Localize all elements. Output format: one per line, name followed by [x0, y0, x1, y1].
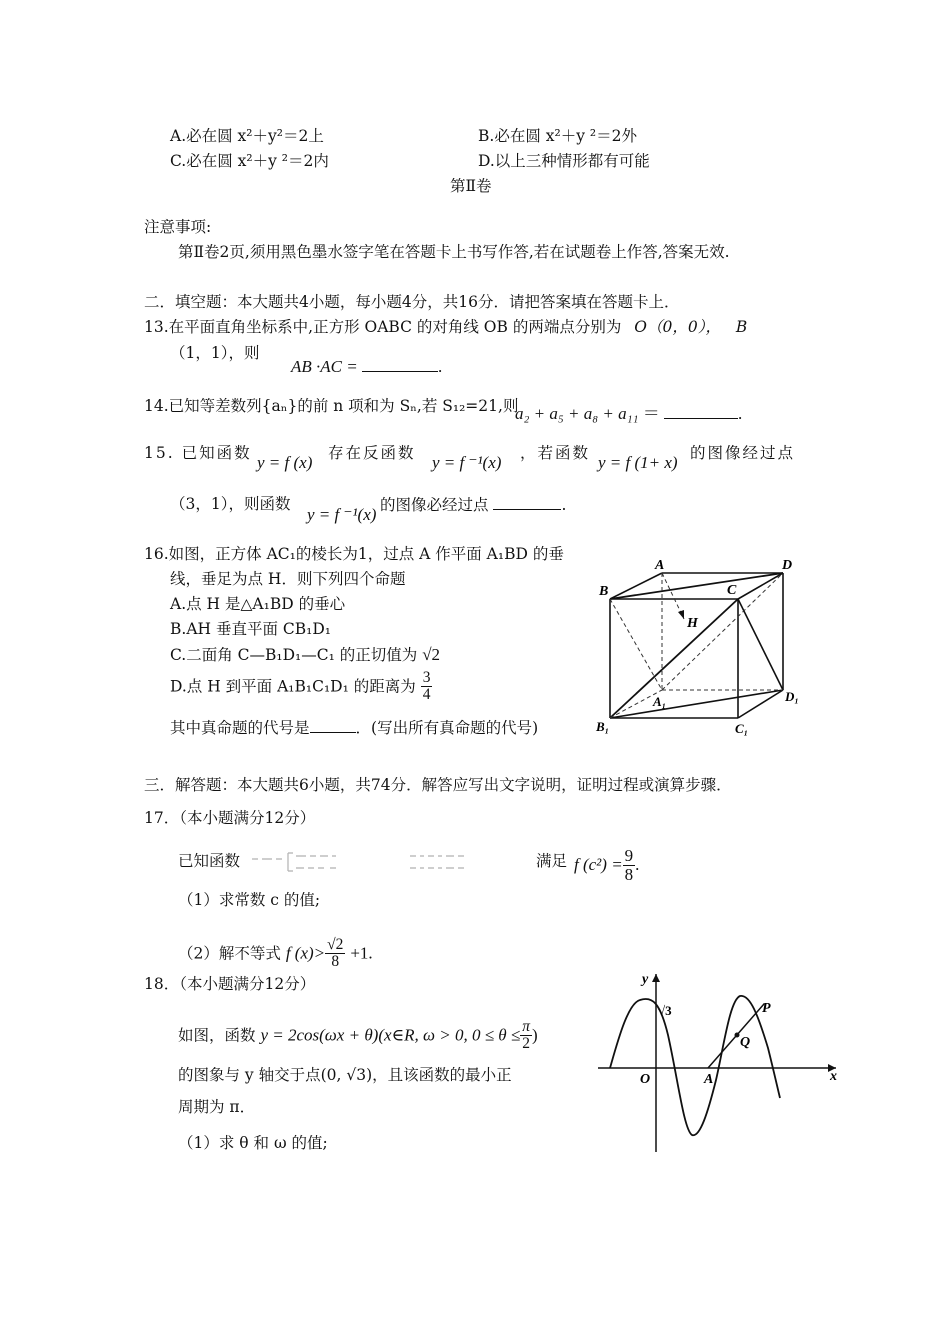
- label-a1: A₁: [653, 694, 667, 709]
- cosine-graph: [594, 965, 844, 1155]
- point-q: [735, 1033, 740, 1038]
- q16-option-d: [170, 670, 432, 704]
- q18-title: 18．（本小题满分12分）: [144, 975, 316, 993]
- q18-part1: （1）求 θ 和 ω 的值;: [178, 1134, 328, 1152]
- q12-option-a: A.必在圆 x²＋y²＝2上: [170, 127, 324, 145]
- label-a: A: [704, 1072, 714, 1087]
- q15-line2b: 的图像必经过点 .: [380, 496, 567, 514]
- q18-line2: 的图象与 y 轴交于点(0, √3)，且该函数的最小正: [178, 1066, 512, 1084]
- label-sqrt3: √3: [658, 1003, 672, 1018]
- q15-line2b-text: 的图像必经过点: [380, 496, 489, 514]
- q17-ineq-tail: +1.: [350, 943, 373, 963]
- q17-condition-f: f (c²) =: [574, 855, 623, 875]
- label-c: C: [727, 583, 737, 598]
- label-h: H: [687, 616, 698, 631]
- q13-point-b: B: [735, 318, 748, 336]
- q15-func1: y = f (x): [257, 453, 313, 472]
- q16-tail: [170, 718, 538, 738]
- q16-tail-a: 其中真命题的代号是: [170, 719, 310, 737]
- diag-cd1: [738, 599, 783, 690]
- q17-part1: （1）求常数 c 的值;: [178, 891, 321, 909]
- q18-pi-half: [520, 1019, 532, 1053]
- cube-figure: [590, 550, 805, 745]
- q16-line2: 线，垂足为点 H．则下列四个命题: [170, 570, 406, 588]
- q16-option-a: A.点 H 是△A₁BD 的垂心: [170, 595, 346, 613]
- q15-func2: y = f ⁻¹(x): [432, 453, 502, 472]
- q17-piecewise-blur: [250, 847, 495, 877]
- q17-title: 17．（本小题满分12分）: [144, 809, 316, 827]
- q18-function: y = 2cos(ωx + θ)(x∈R, ω > 0, 0 ≤ θ ≤: [260, 1025, 521, 1045]
- cos-curve: [610, 996, 780, 1135]
- notice-heading: 注意事项:: [144, 218, 212, 236]
- hidden-a1d: [662, 573, 783, 690]
- q17-cond-numerator: 9: [624, 846, 634, 865]
- q17-ineq-fraction: [325, 937, 345, 971]
- q18-pi: π: [522, 1018, 530, 1035]
- q16-d-numerator: 3: [422, 669, 431, 686]
- y-arrow: [652, 974, 660, 982]
- q18-line1: 如图，函数 y = 2cos(ωx + θ)(x∈R, ω > 0, 0 ≤ θ ≤ $\frac{\pi}{2}$ ): [178, 1018, 538, 1053]
- q13-line1: [144, 318, 747, 337]
- q17-cond-denominator: 8: [624, 864, 634, 884]
- q15-mid2: ，若函数: [520, 444, 591, 462]
- q17-ineq-f: f (x)>: [285, 943, 326, 963]
- q12-option-d: D.以上三种情形都有可能: [478, 152, 650, 170]
- q16-tail-b: ．(写出所有真命题的代号): [355, 719, 539, 737]
- q16-option-d-fraction: [421, 670, 433, 704]
- q13-answer-blank[interactable]: [362, 357, 438, 372]
- q13-text: 13.在平面直角坐标系中,正方形 OABC 的对角线 OB 的两端点分别为: [144, 318, 622, 336]
- arrowhead-h: [678, 610, 684, 619]
- q15-prefix: 15. 已知函数: [144, 444, 252, 462]
- q14-answer-blank[interactable]: [664, 404, 738, 419]
- q17-condition-text: 满足: [536, 852, 568, 870]
- q12-option-c: C.必在圆 x²＋y ²＝2内: [170, 152, 329, 170]
- label-y: y: [642, 972, 649, 987]
- q18-two: 2: [522, 1035, 530, 1053]
- q16-option-d-text: D.点 H 到平面 A₁B₁C₁D₁ 的距离为: [170, 677, 416, 696]
- q16-option-c-value: √2: [422, 645, 441, 664]
- q17-ineq-denominator: 8: [331, 953, 340, 971]
- q18-line1-text: 如图，函数: [178, 1026, 256, 1045]
- q16-line1: 16.如图，正方体 AC₁的棱长为1，过点 A 作平面 A₁BD 的垂: [144, 545, 564, 563]
- label-q: Q: [740, 1035, 751, 1050]
- q16-option-b: B.AH 垂直平面 CB₁D₁: [170, 620, 331, 638]
- q17-condition: f (c²) = $\frac{9}{8}$ .: [574, 846, 640, 884]
- q15-func4: y = f ⁻¹(x): [307, 505, 377, 524]
- label-a: A: [655, 558, 665, 573]
- part2-title: 第Ⅱ卷: [450, 177, 492, 195]
- label-d: D: [782, 558, 793, 573]
- q14-sum: a₂ + a₅ + a₈ + a₁₁: [515, 404, 639, 423]
- q12-option-b: B.必在圆 x²＋y ²＝2外: [478, 127, 637, 145]
- q15-func3: y = f (1+ x): [598, 453, 678, 472]
- q13-line2: （1，1），则: [170, 344, 260, 362]
- q16-answer-blank[interactable]: [310, 718, 356, 733]
- q13-expression: AB ·AC = .: [291, 357, 443, 376]
- notice-body: 第Ⅱ卷2页,须用黑色墨水签字笔在答题卡上书写作答,若在试题卷上作答,答案无效.: [178, 243, 730, 261]
- label-b: B: [599, 584, 609, 599]
- q16-d-denominator: 4: [422, 686, 431, 704]
- q17-part2: [178, 937, 373, 971]
- label-x: x: [830, 1069, 837, 1084]
- q15-mid1: 存在反函数: [328, 444, 416, 462]
- label-p: P: [762, 1001, 771, 1016]
- label-d1: D₁: [785, 689, 799, 704]
- q17-ineq-numerator: √2: [327, 936, 344, 953]
- label-c1: C₁: [735, 721, 749, 736]
- q16-option-c: [170, 645, 440, 665]
- q15-line2a: （3，1），则函数: [170, 495, 291, 513]
- q14-equals: ＝: [642, 404, 660, 423]
- q17-condition-fraction: [623, 847, 636, 884]
- label-b1: B₁: [596, 719, 610, 734]
- q14-expression: a₂ + a₅ + a₈ + a₁₁ ＝ .: [515, 404, 743, 423]
- q17-given: 已知函数: [178, 852, 241, 870]
- q15-answer-blank[interactable]: [493, 495, 561, 510]
- q15-suffix: 的图像经过点: [690, 444, 796, 462]
- q16-option-c-text: C.二面角 C—B₁D₁—C₁ 的正切值为: [170, 646, 418, 664]
- q18-line3: 周期为 π．: [178, 1098, 256, 1116]
- q13-expr: AB ·AC =: [291, 357, 358, 376]
- q17-part2-text: （2）解不等式: [178, 944, 281, 963]
- q13-point-o: O（0，0），: [634, 318, 721, 336]
- label-o: O: [640, 1072, 651, 1087]
- q14-text: 14.已知等差数列{aₙ}的前 n 项和为 Sₙ,若 S₁₂=21,则: [144, 397, 519, 415]
- section3-heading: 三．解答题：本大题共6小题，共74分．解答应写出文字说明，证明过程或演算步骤．: [144, 776, 732, 794]
- section2-heading: 二．填空题：本大题共4小题，每小题4分，共16分．请把答案填在答题卡上．: [144, 293, 680, 311]
